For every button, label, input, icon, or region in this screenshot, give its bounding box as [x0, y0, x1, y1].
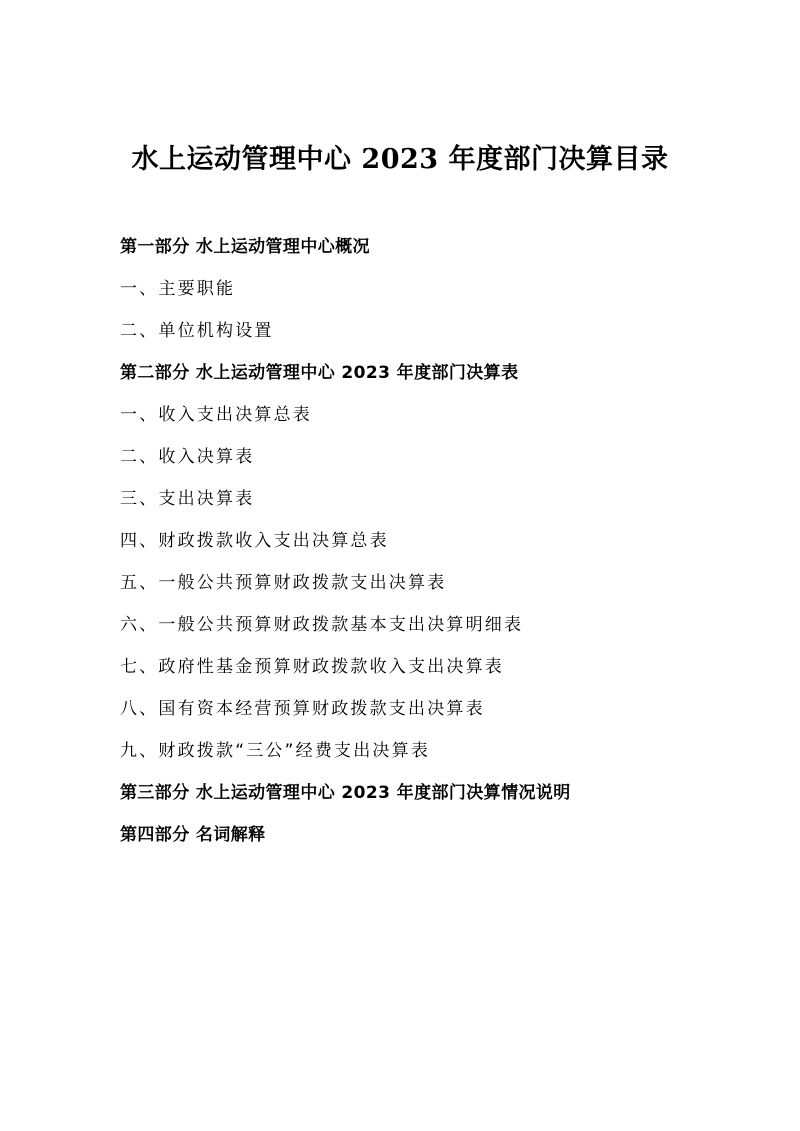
toc-part-2-text: 第二部分 水上运动管理中心 2023 年度部门决算表: [120, 363, 519, 383]
toc-item-2-4: [120, 520, 760, 562]
toc-item-2-3-text: 三、支出决算表: [120, 489, 255, 509]
toc-part-3: [120, 772, 760, 814]
toc-part-1-text: 第一部分 水上运动管理中心概况: [120, 237, 370, 257]
toc-part-4-text: 第四部分 名词解释: [120, 825, 266, 845]
toc-part-4: [120, 814, 760, 856]
toc-part-1: [120, 226, 760, 268]
toc-part-3-text: 第三部分 水上运动管理中心 2023 年度部门决算情况说明: [120, 783, 571, 803]
toc-item-2-2: [120, 436, 760, 478]
toc-item-2-3: [120, 478, 760, 520]
toc-item-1-1: [120, 268, 760, 310]
toc-item-2-5-text: 五、一般公共预算财政拨款支出决算表: [120, 573, 447, 593]
toc-item-2-6-text: 六、一般公共预算财政拨款基本支出决算明细表: [120, 615, 524, 635]
toc-part-2: [120, 352, 760, 394]
document-title: 水上运动管理中心 2023 年度部门决算目录: [131, 144, 669, 175]
toc-item-2-5: [120, 562, 760, 604]
toc-item-2-7-text: 七、政府性基金预算财政拨款收入支出决算表: [120, 657, 504, 677]
toc-item-2-8: [120, 688, 760, 730]
toc-item-2-4-text: 四、财政拨款收入支出决算总表: [120, 531, 389, 551]
toc-item-2-8-text: 八、国有资本经营预算财政拨款支出决算表: [120, 699, 485, 719]
toc-item-2-2-text: 二、收入决算表: [120, 447, 255, 467]
toc-item-2-1-text: 一、收入支出决算总表: [120, 405, 312, 425]
table-of-contents: [120, 226, 760, 856]
toc-item-2-6: [120, 604, 760, 646]
toc-item-2-1: [120, 394, 760, 436]
toc-item-2-7: [120, 646, 760, 688]
toc-item-2-9: [120, 730, 760, 772]
toc-item-2-9-text: 九、财政拨款“三公”经费支出决算表: [120, 741, 431, 761]
toc-item-1-2: [120, 310, 760, 352]
toc-item-1-2-text: 二、单位机构设置: [120, 321, 274, 341]
toc-item-1-1-text: 一、主要职能: [120, 279, 236, 299]
